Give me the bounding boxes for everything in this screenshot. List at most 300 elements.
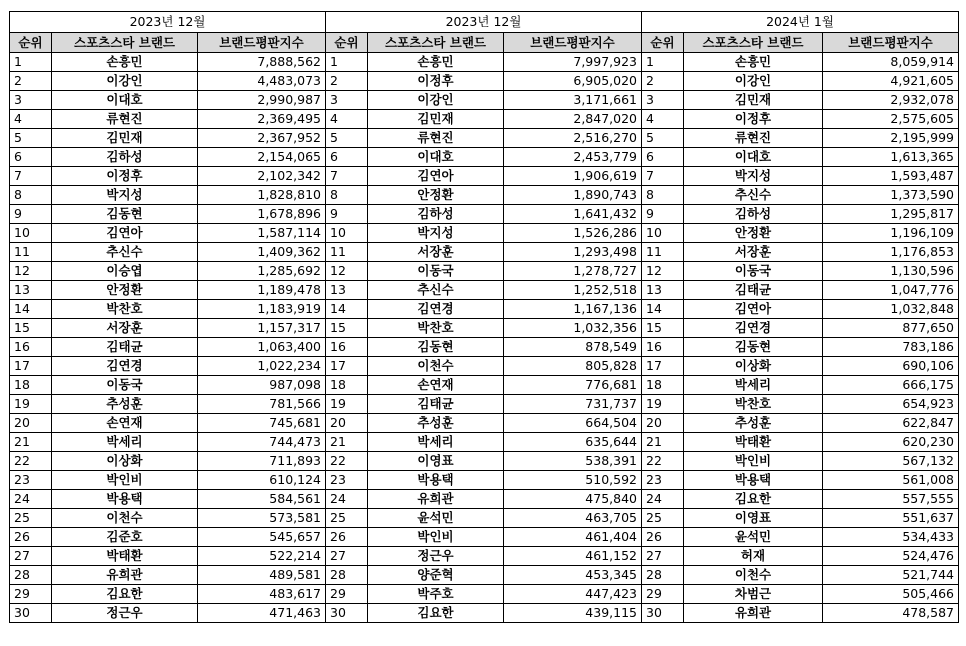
rank-cell: 9 [642, 205, 684, 224]
rank-cell: 10 [326, 224, 368, 243]
brand-index-cell: 510,592 [504, 471, 642, 490]
athlete-name-cell: 정근우 [52, 604, 198, 623]
athlete-name-cell: 이상화 [52, 452, 198, 471]
brand-index-cell: 1,032,356 [504, 319, 642, 338]
brand-index-cell: 2,516,270 [504, 129, 642, 148]
rank-cell: 3 [326, 91, 368, 110]
brand-index-cell: 745,681 [198, 414, 326, 433]
table-row [10, 91, 959, 110]
brand-index-cell: 1,409,362 [198, 243, 326, 262]
rank-cell: 20 [642, 414, 684, 433]
brand-index-cell: 2,102,342 [198, 167, 326, 186]
brand-index-cell: 521,744 [823, 566, 959, 585]
athlete-name-cell: 추성훈 [368, 414, 504, 433]
rank-cell: 28 [10, 566, 52, 585]
table-row [10, 281, 959, 300]
brand-index-cell: 1,063,400 [198, 338, 326, 357]
table-row [10, 110, 959, 129]
rank-cell: 8 [642, 186, 684, 205]
athlete-name-cell: 김태균 [368, 395, 504, 414]
rank-cell: 16 [10, 338, 52, 357]
rank-cell: 7 [326, 167, 368, 186]
athlete-name-cell: 양준혁 [368, 566, 504, 585]
brand-index-cell: 584,561 [198, 490, 326, 509]
rank-cell: 13 [326, 281, 368, 300]
athlete-name-cell: 이승엽 [52, 262, 198, 281]
rank-cell: 18 [10, 376, 52, 395]
athlete-name-cell: 이정후 [368, 72, 504, 91]
rank-cell: 23 [642, 471, 684, 490]
athlete-name-cell: 류현진 [52, 110, 198, 129]
col-header-index: 브랜드평판지수 [504, 33, 642, 53]
brand-index-cell: 987,098 [198, 376, 326, 395]
brand-index-cell: 1,890,743 [504, 186, 642, 205]
brand-index-cell: 1,278,727 [504, 262, 642, 281]
athlete-name-cell: 윤석민 [684, 528, 823, 547]
column-header-row [10, 33, 959, 53]
athlete-name-cell: 박태환 [684, 433, 823, 452]
rank-cell: 30 [642, 604, 684, 623]
rank-cell: 14 [326, 300, 368, 319]
rank-cell: 20 [10, 414, 52, 433]
brand-index-cell: 2,367,952 [198, 129, 326, 148]
athlete-name-cell: 박용택 [52, 490, 198, 509]
rank-cell: 30 [326, 604, 368, 623]
athlete-name-cell: 이동국 [684, 262, 823, 281]
table-row [10, 224, 959, 243]
table-row [10, 319, 959, 338]
brand-index-cell: 461,404 [504, 528, 642, 547]
athlete-name-cell: 추성훈 [684, 414, 823, 433]
brand-index-cell: 2,990,987 [198, 91, 326, 110]
table-row [10, 604, 959, 623]
rank-cell: 24 [10, 490, 52, 509]
rank-cell: 12 [10, 262, 52, 281]
rank-cell: 5 [642, 129, 684, 148]
rank-cell: 24 [642, 490, 684, 509]
rank-cell: 26 [642, 528, 684, 547]
athlete-name-cell: 이강인 [368, 91, 504, 110]
athlete-name-cell: 김하성 [684, 205, 823, 224]
rank-cell: 1 [326, 53, 368, 72]
table-row [10, 300, 959, 319]
athlete-name-cell: 김요한 [52, 585, 198, 604]
brand-index-cell: 1,526,286 [504, 224, 642, 243]
athlete-name-cell: 박인비 [684, 452, 823, 471]
athlete-name-cell: 윤석민 [368, 509, 504, 528]
brand-index-cell: 463,705 [504, 509, 642, 528]
rank-cell: 19 [642, 395, 684, 414]
brand-index-cell: 475,840 [504, 490, 642, 509]
athlete-name-cell: 이대호 [368, 148, 504, 167]
table-row [10, 148, 959, 167]
rank-cell: 18 [326, 376, 368, 395]
athlete-name-cell: 김준호 [52, 528, 198, 547]
rank-cell: 26 [326, 528, 368, 547]
athlete-name-cell: 이천수 [368, 357, 504, 376]
athlete-name-cell: 이영표 [368, 452, 504, 471]
athlete-name-cell: 김연경 [684, 319, 823, 338]
rank-cell: 11 [326, 243, 368, 262]
athlete-name-cell: 추신수 [684, 186, 823, 205]
athlete-name-cell: 김동현 [684, 338, 823, 357]
athlete-name-cell: 박주호 [368, 585, 504, 604]
rank-cell: 24 [326, 490, 368, 509]
athlete-name-cell: 박용택 [684, 471, 823, 490]
rank-cell: 17 [642, 357, 684, 376]
rank-cell: 21 [10, 433, 52, 452]
brand-index-cell: 805,828 [504, 357, 642, 376]
brand-index-cell: 1,285,692 [198, 262, 326, 281]
brand-index-cell: 635,644 [504, 433, 642, 452]
table-row [10, 509, 959, 528]
rank-cell: 20 [326, 414, 368, 433]
table-row [10, 566, 959, 585]
period-title-2: 2023년 12월 [326, 12, 642, 33]
athlete-name-cell: 손흥민 [368, 53, 504, 72]
athlete-name-cell: 김연아 [684, 300, 823, 319]
athlete-name-cell: 차범근 [684, 585, 823, 604]
athlete-name-cell: 박용택 [368, 471, 504, 490]
brand-index-cell: 2,154,065 [198, 148, 326, 167]
brand-index-cell: 1,157,317 [198, 319, 326, 338]
athlete-name-cell: 박지성 [368, 224, 504, 243]
rank-cell: 23 [10, 471, 52, 490]
brand-index-cell: 1,167,136 [504, 300, 642, 319]
athlete-name-cell: 박찬호 [368, 319, 504, 338]
athlete-name-cell: 유희관 [684, 604, 823, 623]
table-row [10, 262, 959, 281]
athlete-name-cell: 손연재 [368, 376, 504, 395]
brand-index-cell: 1,176,853 [823, 243, 959, 262]
table-row [10, 53, 959, 72]
period-header-row [10, 12, 959, 33]
brand-index-cell: 551,637 [823, 509, 959, 528]
athlete-name-cell: 손연재 [52, 414, 198, 433]
rank-cell: 13 [642, 281, 684, 300]
ranking-table-body [10, 53, 959, 623]
brand-index-cell: 610,124 [198, 471, 326, 490]
rank-cell: 6 [10, 148, 52, 167]
col-header-rank: 순위 [326, 33, 368, 53]
athlete-name-cell: 박찬호 [52, 300, 198, 319]
brand-index-cell: 1,678,896 [198, 205, 326, 224]
brand-index-cell: 744,473 [198, 433, 326, 452]
brand-index-cell: 483,617 [198, 585, 326, 604]
table-row [10, 471, 959, 490]
brand-index-cell: 622,847 [823, 414, 959, 433]
brand-index-cell: 2,369,495 [198, 110, 326, 129]
athlete-name-cell: 김요한 [368, 604, 504, 623]
col-header-brand: 스포츠스타 브랜드 [684, 33, 823, 53]
brand-index-cell: 561,008 [823, 471, 959, 490]
brand-index-cell: 2,847,020 [504, 110, 642, 129]
brand-index-cell: 690,106 [823, 357, 959, 376]
table-row [10, 452, 959, 471]
athlete-name-cell: 이천수 [52, 509, 198, 528]
table-row [10, 129, 959, 148]
col-header-rank: 순위 [642, 33, 684, 53]
rank-cell: 22 [10, 452, 52, 471]
table-row [10, 72, 959, 91]
athlete-name-cell: 박지성 [52, 186, 198, 205]
rank-cell: 21 [326, 433, 368, 452]
rank-cell: 15 [10, 319, 52, 338]
rank-cell: 9 [326, 205, 368, 224]
brand-index-cell: 1,641,432 [504, 205, 642, 224]
rank-cell: 12 [642, 262, 684, 281]
col-header-rank: 순위 [10, 33, 52, 53]
athlete-name-cell: 이대호 [52, 91, 198, 110]
rank-cell: 17 [10, 357, 52, 376]
rank-cell: 8 [326, 186, 368, 205]
athlete-name-cell: 박세리 [52, 433, 198, 452]
brand-index-cell: 1,587,114 [198, 224, 326, 243]
table-row [10, 205, 959, 224]
rank-cell: 10 [10, 224, 52, 243]
table-row [10, 528, 959, 547]
brand-ranking-table [9, 11, 959, 623]
athlete-name-cell: 유희관 [52, 566, 198, 585]
rank-cell: 6 [642, 148, 684, 167]
athlete-name-cell: 김동현 [368, 338, 504, 357]
table-row [10, 433, 959, 452]
brand-index-cell: 731,737 [504, 395, 642, 414]
athlete-name-cell: 이강인 [52, 72, 198, 91]
rank-cell: 13 [10, 281, 52, 300]
table-row [10, 547, 959, 566]
rank-cell: 19 [326, 395, 368, 414]
athlete-name-cell: 유희관 [368, 490, 504, 509]
athlete-name-cell: 김하성 [52, 148, 198, 167]
brand-index-cell: 489,581 [198, 566, 326, 585]
athlete-name-cell: 김연아 [368, 167, 504, 186]
brand-index-cell: 1,022,234 [198, 357, 326, 376]
brand-index-cell: 1,130,596 [823, 262, 959, 281]
athlete-name-cell: 류현진 [684, 129, 823, 148]
athlete-name-cell: 안정환 [52, 281, 198, 300]
athlete-name-cell: 이천수 [684, 566, 823, 585]
brand-index-cell: 471,463 [198, 604, 326, 623]
athlete-name-cell: 김연경 [52, 357, 198, 376]
rank-cell: 28 [326, 566, 368, 585]
rank-cell: 11 [642, 243, 684, 262]
athlete-name-cell: 안정환 [684, 224, 823, 243]
brand-index-cell: 545,657 [198, 528, 326, 547]
col-header-brand: 스포츠스타 브랜드 [368, 33, 504, 53]
rank-cell: 4 [642, 110, 684, 129]
rank-cell: 22 [642, 452, 684, 471]
brand-index-cell: 666,175 [823, 376, 959, 395]
ranking-table-container [9, 11, 959, 623]
rank-cell: 22 [326, 452, 368, 471]
rank-cell: 25 [10, 509, 52, 528]
athlete-name-cell: 김민재 [684, 91, 823, 110]
table-row [10, 376, 959, 395]
rank-cell: 7 [642, 167, 684, 186]
brand-index-cell: 1,032,848 [823, 300, 959, 319]
rank-cell: 30 [10, 604, 52, 623]
brand-index-cell: 3,171,661 [504, 91, 642, 110]
athlete-name-cell: 이정후 [684, 110, 823, 129]
athlete-name-cell: 박지성 [684, 167, 823, 186]
brand-index-cell: 8,059,914 [823, 53, 959, 72]
rank-cell: 6 [326, 148, 368, 167]
brand-index-cell: 461,152 [504, 547, 642, 566]
athlete-name-cell: 이동국 [368, 262, 504, 281]
brand-index-cell: 534,433 [823, 528, 959, 547]
athlete-name-cell: 김태균 [52, 338, 198, 357]
athlete-name-cell: 허재 [684, 547, 823, 566]
rank-cell: 23 [326, 471, 368, 490]
brand-index-cell: 478,587 [823, 604, 959, 623]
rank-cell: 28 [642, 566, 684, 585]
brand-index-cell: 505,466 [823, 585, 959, 604]
athlete-name-cell: 박태환 [52, 547, 198, 566]
rank-cell: 9 [10, 205, 52, 224]
athlete-name-cell: 이정후 [52, 167, 198, 186]
athlete-name-cell: 정근우 [368, 547, 504, 566]
athlete-name-cell: 손흥민 [684, 53, 823, 72]
athlete-name-cell: 김요한 [684, 490, 823, 509]
brand-index-cell: 1,196,109 [823, 224, 959, 243]
brand-index-cell: 2,932,078 [823, 91, 959, 110]
athlete-name-cell: 이대호 [684, 148, 823, 167]
table-row [10, 357, 959, 376]
brand-index-cell: 7,997,923 [504, 53, 642, 72]
brand-index-cell: 781,566 [198, 395, 326, 414]
athlete-name-cell: 추신수 [368, 281, 504, 300]
rank-cell: 17 [326, 357, 368, 376]
athlete-name-cell: 김민재 [52, 129, 198, 148]
athlete-name-cell: 박세리 [684, 376, 823, 395]
athlete-name-cell: 박세리 [368, 433, 504, 452]
col-header-index: 브랜드평판지수 [823, 33, 959, 53]
rank-cell: 11 [10, 243, 52, 262]
athlete-name-cell: 박인비 [368, 528, 504, 547]
brand-index-cell: 1,295,817 [823, 205, 959, 224]
rank-cell: 25 [642, 509, 684, 528]
brand-index-cell: 1,613,365 [823, 148, 959, 167]
rank-cell: 27 [642, 547, 684, 566]
rank-cell: 2 [642, 72, 684, 91]
brand-index-cell: 2,453,779 [504, 148, 642, 167]
col-header-brand: 스포츠스타 브랜드 [52, 33, 198, 53]
brand-index-cell: 538,391 [504, 452, 642, 471]
brand-index-cell: 2,575,605 [823, 110, 959, 129]
brand-index-cell: 1,293,498 [504, 243, 642, 262]
rank-cell: 29 [642, 585, 684, 604]
athlete-name-cell: 이강인 [684, 72, 823, 91]
athlete-name-cell: 김민재 [368, 110, 504, 129]
brand-index-cell: 524,476 [823, 547, 959, 566]
table-row [10, 414, 959, 433]
brand-index-cell: 2,195,999 [823, 129, 959, 148]
athlete-name-cell: 추신수 [52, 243, 198, 262]
athlete-name-cell: 손흥민 [52, 53, 198, 72]
brand-index-cell: 1,906,619 [504, 167, 642, 186]
athlete-name-cell: 김태균 [684, 281, 823, 300]
brand-index-cell: 1,373,590 [823, 186, 959, 205]
rank-cell: 4 [326, 110, 368, 129]
brand-index-cell: 1,828,810 [198, 186, 326, 205]
rank-cell: 3 [642, 91, 684, 110]
rank-cell: 2 [326, 72, 368, 91]
brand-index-cell: 7,888,562 [198, 53, 326, 72]
brand-index-cell: 711,893 [198, 452, 326, 471]
col-header-index: 브랜드평판지수 [198, 33, 326, 53]
brand-index-cell: 522,214 [198, 547, 326, 566]
rank-cell: 3 [10, 91, 52, 110]
brand-index-cell: 447,423 [504, 585, 642, 604]
table-row [10, 186, 959, 205]
table-row [10, 395, 959, 414]
athlete-name-cell: 김연경 [368, 300, 504, 319]
brand-index-cell: 453,345 [504, 566, 642, 585]
athlete-name-cell: 이상화 [684, 357, 823, 376]
rank-cell: 19 [10, 395, 52, 414]
brand-index-cell: 567,132 [823, 452, 959, 471]
rank-cell: 10 [642, 224, 684, 243]
brand-index-cell: 4,921,605 [823, 72, 959, 91]
rank-cell: 29 [10, 585, 52, 604]
table-row [10, 167, 959, 186]
rank-cell: 14 [10, 300, 52, 319]
rank-cell: 26 [10, 528, 52, 547]
athlete-name-cell: 김동현 [52, 205, 198, 224]
rank-cell: 16 [642, 338, 684, 357]
brand-index-cell: 6,905,020 [504, 72, 642, 91]
brand-index-cell: 654,923 [823, 395, 959, 414]
brand-index-cell: 620,230 [823, 433, 959, 452]
rank-cell: 12 [326, 262, 368, 281]
brand-index-cell: 4,483,073 [198, 72, 326, 91]
athlete-name-cell: 추성훈 [52, 395, 198, 414]
brand-index-cell: 573,581 [198, 509, 326, 528]
rank-cell: 8 [10, 186, 52, 205]
brand-index-cell: 1,252,518 [504, 281, 642, 300]
brand-index-cell: 1,593,487 [823, 167, 959, 186]
athlete-name-cell: 서장훈 [52, 319, 198, 338]
table-row [10, 243, 959, 262]
athlete-name-cell: 박찬호 [684, 395, 823, 414]
athlete-name-cell: 안정환 [368, 186, 504, 205]
brand-index-cell: 1,189,478 [198, 281, 326, 300]
rank-cell: 7 [10, 167, 52, 186]
period-title-3: 2024년 1월 [642, 12, 959, 33]
athlete-name-cell: 이영표 [684, 509, 823, 528]
brand-index-cell: 1,047,776 [823, 281, 959, 300]
brand-index-cell: 877,650 [823, 319, 959, 338]
brand-index-cell: 1,183,919 [198, 300, 326, 319]
rank-cell: 18 [642, 376, 684, 395]
athlete-name-cell: 류현진 [368, 129, 504, 148]
brand-index-cell: 557,555 [823, 490, 959, 509]
athlete-name-cell: 박인비 [52, 471, 198, 490]
brand-index-cell: 783,186 [823, 338, 959, 357]
rank-cell: 21 [642, 433, 684, 452]
rank-cell: 15 [642, 319, 684, 338]
rank-cell: 2 [10, 72, 52, 91]
rank-cell: 27 [326, 547, 368, 566]
athlete-name-cell: 이동국 [52, 376, 198, 395]
brand-index-cell: 878,549 [504, 338, 642, 357]
rank-cell: 27 [10, 547, 52, 566]
athlete-name-cell: 서장훈 [684, 243, 823, 262]
rank-cell: 14 [642, 300, 684, 319]
rank-cell: 5 [326, 129, 368, 148]
period-title-1: 2023년 12월 [10, 12, 326, 33]
